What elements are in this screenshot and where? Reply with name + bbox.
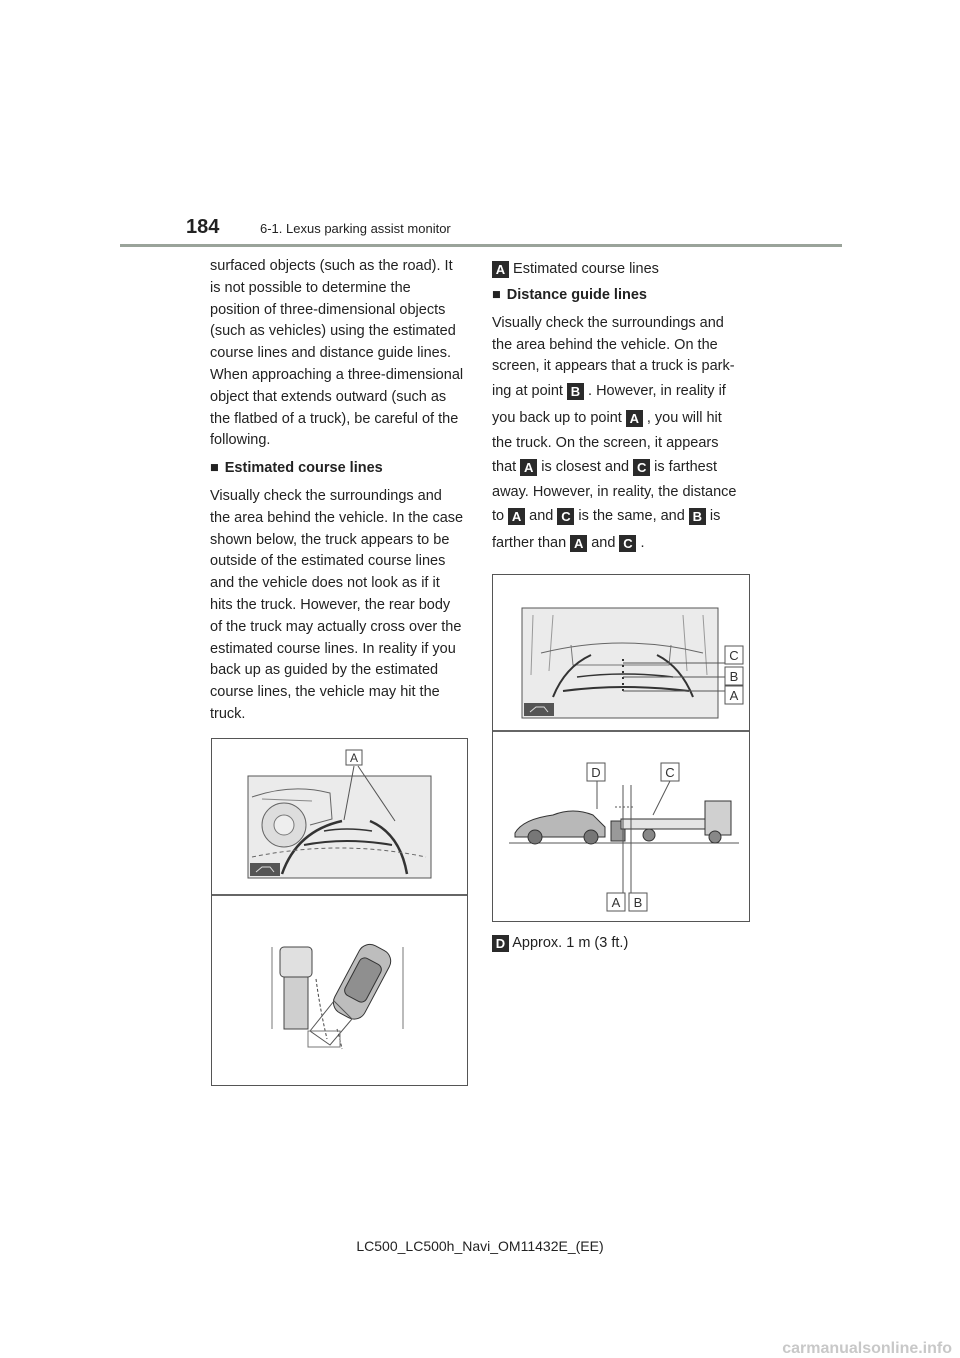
text-span: is <box>709 508 721 525</box>
figure-distance-guide-lines <box>492 574 750 922</box>
point-key-b: B <box>689 508 706 525</box>
legend-d <box>492 930 748 957</box>
text-line-4 <box>492 454 748 481</box>
point-key-c: C <box>619 535 636 552</box>
figure-right-label-a: A <box>729 688 739 703</box>
figure-right-label-d: D <box>591 765 601 780</box>
point-key-a: A <box>626 410 643 427</box>
watermark: carmanualsonline.info <box>782 1340 952 1357</box>
legend-d-text: Approx. 1 m (3 ft.) <box>512 935 629 951</box>
figure-left-label-a: A <box>349 751 359 765</box>
section-title: 6-1. Lexus parking assist monitor <box>260 221 451 236</box>
point-key-c: C <box>557 508 574 525</box>
legend-a-key: A <box>492 261 509 278</box>
section-heading-course-lines <box>210 458 464 480</box>
text-span: is farthest <box>654 459 718 476</box>
figure-left-svg <box>212 739 467 1085</box>
figure-right-svg <box>493 575 749 921</box>
text-span: that <box>492 459 517 476</box>
page-number: 184 <box>186 216 220 238</box>
text-line-2 <box>492 405 748 432</box>
text-line-6 <box>492 503 748 530</box>
course-lines-paragraph: Visually check the surroundings and the area behind the vehicle. In the case shown below, the truck appears to be outside of the estimated course lines and the vehicle does not look as if it hits the truck. However, the rear body of the truck may actually cross over the estimated course lines. In reality if you back up as guided by the estimated course lines, the vehicle may hit the truck. <box>210 487 464 722</box>
point-key-a: A <box>520 459 537 476</box>
text-line-5: away. However, in reality, the distance <box>492 484 737 501</box>
text-line-1 <box>492 378 748 405</box>
text-line-3: the truck. On the screen, it appears <box>492 435 719 452</box>
text-span: you back up to point <box>492 410 622 427</box>
left-column <box>210 256 464 732</box>
point-key-a: A <box>508 508 525 525</box>
legend-a <box>492 256 748 283</box>
text-span: farther than <box>492 535 567 552</box>
text-span: and <box>591 535 616 552</box>
figure-right-label-b2: B <box>633 895 643 910</box>
text-line-7 <box>492 530 748 557</box>
text-span: is the same, and <box>578 508 685 525</box>
text-span: , you will hit <box>646 410 722 427</box>
text-span: is closest and <box>541 459 630 476</box>
text-span: to <box>492 508 505 525</box>
point-key-a: A <box>570 535 587 552</box>
footer-doc-id: LC500_LC500h_Navi_OM11432E_(EE) <box>356 1238 604 1254</box>
figure-estimated-course-lines <box>211 738 468 1086</box>
figure-right-label-c2: C <box>665 765 675 780</box>
header-rule <box>120 244 842 247</box>
right-column <box>492 256 748 557</box>
text-span: ing at point <box>492 383 563 400</box>
intro-paragraph: surfaced objects (such as the road). It is not possible to determine the position of three-dimensional objects (such as vehicles) using the estimated course lines and distance guide lines. When approaching a three-dimensional object that extends outward (such as the flatbed of a truck), be careful of the following. <box>210 258 464 449</box>
text-span: and <box>529 508 554 525</box>
heading-text: Estimated course lines <box>224 460 383 477</box>
legend-d-line <box>492 930 748 957</box>
figure-right-label-a2: A <box>611 895 621 910</box>
point-key-c: C <box>633 459 650 476</box>
figure-right-label-b: B <box>729 669 739 684</box>
heading-text-2: Distance guide lines <box>506 287 647 303</box>
heading-bullet-2: ■ <box>492 287 501 303</box>
figure-right-label-c: C <box>729 648 739 663</box>
section-heading-distance-lines <box>492 285 748 307</box>
point-key-b: B <box>567 383 584 400</box>
distance-paragraph-start: Visually check the surroundings and the area behind the vehicle. On the screen, it appears that a truck is park- <box>492 314 735 375</box>
heading-bullet: ■ <box>210 460 219 477</box>
text-span: . However, in reality if <box>588 383 726 400</box>
legend-d-key: D <box>492 935 509 952</box>
legend-a-text: Estimated course lines <box>513 261 659 277</box>
text-span: . <box>640 535 645 552</box>
